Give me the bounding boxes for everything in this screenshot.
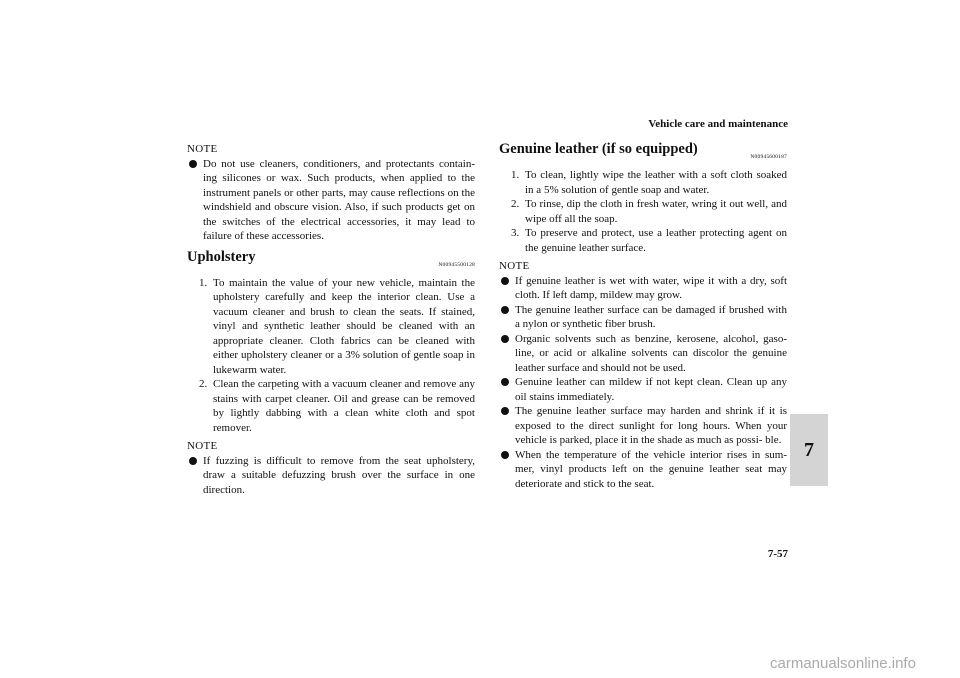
numbered-step: [499, 168, 787, 197]
note-label: NOTE: [187, 143, 218, 155]
step-text: To clean, lightly wipe the leather with a soft cloth soaked in a 5% solution of gentle soap and water.: [525, 169, 787, 196]
bullet-icon: [189, 457, 197, 465]
bullet-item: [499, 375, 787, 404]
bullet-item: [499, 303, 787, 332]
header-title: Vehicle care and maintenance: [648, 118, 788, 130]
bullet-icon: [501, 335, 509, 343]
bullet-icon: [501, 277, 509, 285]
step-text: To rinse, dip the cloth in fresh water, wring it out well, and wipe off all the soap.: [525, 198, 787, 225]
numbered-step: [187, 276, 475, 378]
step-number: 3.: [511, 227, 520, 239]
numbered-step: [499, 226, 787, 255]
bullet-text: Genuine leather can mildew if not kept clean. Clean up any oil stains immediately.: [515, 376, 787, 403]
left-column: [187, 142, 475, 497]
section-code: N00945500128: [438, 261, 475, 268]
step-text: To preserve and protect, use a leather protecting agent on the genuine leather surface.: [525, 227, 787, 254]
bullet-item: [187, 157, 475, 244]
bullet-item: [499, 404, 787, 448]
section-code: N00945600187: [750, 154, 787, 160]
right-column: [499, 142, 787, 491]
bullet-text: Do not use cleaners, conditioners, and protectants contain- ing silicones or wax. Such products, when applied to the instrument panels or other parts, may cause reflections on the windshield and obscure vision. Also, if such products get on the switches of the electrical accessories, it may lead to failure of these accessories.: [203, 157, 475, 242]
section-heading: [187, 250, 475, 272]
step-number: 1.: [511, 169, 520, 181]
numbered-step: [187, 377, 475, 435]
step-text: Clean the carpeting with a vacuum cleaner and remove any stains with carpet cleaner. Oil and grease can be removed by lightly dabbing with a clean white cloth and spot remover.: [213, 378, 475, 434]
bullet-icon: [501, 378, 509, 386]
bullet-item: [499, 448, 787, 492]
bullet-text: If genuine leather is wet with water, wipe it with a dry, soft cloth. If left damp, mildew may grow.: [515, 274, 787, 301]
bullet-item: [499, 332, 787, 376]
bullet-icon: [501, 451, 509, 459]
step-text: To maintain the value of your new vehicle, maintain the upholstery carefully and keep the interior clean. Use a vacuum cleaner and brush to clean the seats. If stained, vinyl and synthetic leather should be cleaned with an appropriate cleaner. Cloth fabrics can be cleaned with either upholstery cleaner or a 3% solution of gentle soap in lukewarm water.: [213, 276, 475, 376]
numbered-step: [499, 197, 787, 226]
note-label: NOTE: [187, 440, 218, 452]
chapter-tab: 7: [790, 414, 828, 486]
step-number: 2.: [199, 378, 208, 390]
bullet-text: When the temperature of the vehicle interior rises in sum- mer, vinyl products left on the genuine leather seat may deteriorate and stick to the seat.: [515, 448, 787, 490]
bullet-text: If fuzzing is difficult to remove from the seat upholstery, draw a suitable defuzzing brush over the surface in one direction.: [203, 454, 475, 496]
bullet-icon: [501, 306, 509, 314]
section-heading: [499, 142, 787, 164]
bullet-text: Organic solvents such as benzine, kerosene, alcohol, gaso- line, or acid or alkaline solvents can discolor the genuine leather surface and should not be used.: [515, 332, 787, 374]
bullet-icon: [189, 160, 197, 168]
step-number: 1.: [199, 276, 208, 289]
bullet-text: The genuine leather surface can be damaged if brushed with a nylon or synthetic fiber brush.: [515, 303, 787, 330]
bullet-item: [187, 454, 475, 498]
watermark: carmanualsonline.info: [770, 655, 916, 672]
bullet-text: The genuine leather surface may harden and shrink if it is exposed to the direct sunlight for long hours. When your vehicle is parked, place it in the shade as much as possi- ble.: [515, 405, 787, 446]
section-title: Upholstery: [187, 248, 256, 265]
note-label: NOTE: [499, 260, 530, 272]
step-number: 2.: [511, 198, 520, 210]
bullet-icon: [501, 407, 509, 415]
page-number: 7-57: [767, 548, 788, 560]
section-title: Genuine leather (if so equipped): [499, 141, 698, 157]
bullet-item: [499, 274, 787, 303]
